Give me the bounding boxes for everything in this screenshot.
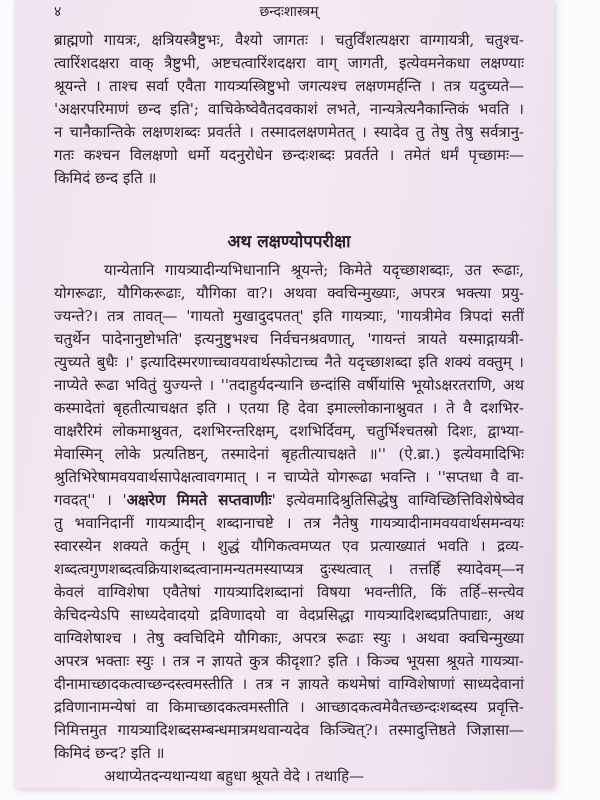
- page-number: ४: [54, 4, 62, 20]
- text-line: निमित्तमुत गायत्र्यादिशब्दसम्बन्धमात्रमथवान्यदेव किञ्चित्?। तस्मादुत्तिष्ठते जिज्ञासा—: [54, 721, 524, 739]
- text-line: केचिदन्येऽपि साध्यदेवादयो द्रविणादयो वा वेदप्रसिद्धा गायत्र्यादिशब्दप्रतिपाद्याः, अथ: [54, 606, 524, 624]
- running-title: छन्दःशास्त्रम्: [259, 4, 319, 20]
- text-line: किमिदं छन्द इति ॥: [54, 169, 157, 187]
- section-heading: अथ लक्षण्योपपरीक्षा: [227, 232, 351, 252]
- text-segment: ' इत्येवमादिश्रुतिसिद्धेषु वाग्विच्छित्तिविशेषेष्वेव: [271, 491, 525, 509]
- text-line: ब्राह्मणो गायत्रः, क्षत्रियस्त्रैष्टुभः, वैश्यो जागतः । चतुर्विंशत्यक्षरा वाग्गायत्री, चतुश्च-: [54, 31, 524, 49]
- text-line: चतुर्थेन पादेनानुष्टोभति' इत्यनुष्टुभश्च निर्वचनश्रवणात्, 'गायन्तं त्रायते यस्माद्गायत्री-: [54, 330, 524, 348]
- text-line: केवलं वाग्विशेषा एवैतेषां गायत्र्यादिशब्दानां विषया भवन्तीति, किं तर्हि–सन्त्येव: [54, 583, 524, 601]
- text-line: शब्दत्वगुणशब्दत्वक्रियाशब्दत्वानामन्यतमस्याप्यत्र दुःस्थत्वात् । तत्तर्हि स्यादेवम्—न: [54, 560, 524, 578]
- text-line: श्रुतिभिरेषामवयवार्थसापेक्षत्वावगमात् । न चाप्येते योगरूढा भवन्ति । ''सप्तधा वै वा-: [54, 468, 524, 486]
- text-line: कस्मादेतां बृहतीत्याचक्षत इति । एतया हि देवा इमाल्लोकानाश्नुवत । ते वै दशभिर-: [54, 399, 524, 417]
- text-line: न चानैकान्तिके लक्षणशब्दः प्रवर्तते । तस्मादलक्षणमेतत् । स्यादेव तु तेषु तेषु सर्वत्रानु-: [54, 123, 524, 141]
- text-line: वाग्विशेषाश्च । तेषु क्वचिदिमे यौगिकाः, अपरत्र रूढाः स्युः । अथवा क्वचिन्मुख्या: [54, 629, 524, 647]
- text-line: अपरत्र भक्ताः स्युः । तत्र न ज्ञायते कुत्र कीदृशा? इति । किञ्च भूयसा श्रूयते गायत्र्या-: [54, 652, 524, 670]
- text-line: त्युच्यते बुधैः ।' इत्यादिस्मरणाच्चावयवार्थस्फोटाच्च नैते यदृच्छाशब्दा इति शक्यं वक्तुम् ।: [54, 353, 524, 371]
- text-line: त्वारिंशदक्षरा वाक् त्रैष्टुभी, अष्टचत्वारिंशदक्षरा वाग् जागती, इत्येवमनेकधा लक्षण्याः: [54, 54, 524, 72]
- page-header: [54, 2, 524, 24]
- intro-paragraph: [54, 29, 524, 190]
- text-line: अथाप्येतदन्यथान्यथा बहुधा श्रूयते वेदे । तथाहि—: [104, 767, 365, 785]
- section-paragraph: [54, 259, 524, 788]
- text-segment: गवदत्'' । ': [54, 491, 127, 509]
- text-line: यान्येतानि गायत्र्यादीन्यभिधानानि श्रूयन्ते; किमेते यदृच्छाशब्दाः, उत रूढाः,: [104, 261, 524, 279]
- text-line: नाप्येते रूढा भवितुं युज्यन्ते । ''तदाहुर्यदन्यानि छन्दांसि वर्षीयांसि भूयोऽक्षरतराणि, अथ: [54, 376, 524, 394]
- text-line: योगरूढाः, यौगिकरूढाः, यौगिका वा?। अथवा क्वचिन्मुख्याः, अपरत्र भक्त्या प्रयु-: [54, 284, 524, 302]
- text-line: वाक्षरैरिमं लोकमाश्नुवत, दशभिरन्तरिक्षम्, दशभिर्दिवम्, चतुर्भिश्चतस्रो दिशः, द्वाभ्या-: [54, 422, 524, 440]
- text-line: ज्यन्ते?। तत्र तावत्— 'गायतो मुखादुदपतत्' इति गायत्र्याः, 'गायत्रीमेव त्रिपदां सतीं: [54, 307, 524, 325]
- text-line: 'अक्षरपरिमाणं छन्द इति'; वाचिकेष्वेवैतदवकाशं लभते, नान्यत्रेत्यनैकान्तिकं भवति ।: [54, 100, 524, 118]
- text-line: श्रूयन्ते । ताश्च सर्वा एवैता गायत्र्यस्त्रिष्टुभो जगत्यश्च लक्षणमर्हन्ति । तत्र यदुच्यते—: [54, 77, 524, 95]
- text-line: स्वारस्येन शक्यते कर्तुम् । शुद्धं यौगिकत्वमप्यत एव प्रत्याख्यातं भवति । द्रव्य-: [54, 537, 524, 555]
- bold-quote: अक्षरेण मिमते सप्तवाणीः: [126, 491, 272, 509]
- text-line: दीनामाच्छादकत्वाच्छन्दस्त्वमस्तीति । तत्र न ज्ञायते कथमेषां वाग्विशेषाणां साध्यदेवानां: [54, 675, 524, 693]
- text-line: मेवास्मिन् लोके प्रत्यतिष्ठन्, तस्मादेनां बृहतीत्याचक्षते ॥'' (ऐ.ब्रा.) इत्येवमादिभिः: [54, 445, 524, 463]
- text-line: किमिदं छन्द? इति ॥: [54, 744, 165, 762]
- text-line: द्रविणानामन्येषां वा किमाच्छादकत्वमस्तीति । आच्छादकत्वमेवैतच्छन्दःशब्दस्य प्रवृत्ति-: [54, 698, 524, 716]
- text-line-with-quote: [54, 489, 524, 512]
- text-line: तु भवानिदानीं गायत्र्यादीन् शब्दानाचष्टे । तत्र नैतेषु गायत्र्यादीनामवयवार्थसमन्वयः: [54, 514, 524, 532]
- text-line: गतः कश्चन विलक्षणो धर्मो यदनुरोधेन छन्दःशब्दः प्रवर्तते । तमेतं धर्मं पृच्छामः—: [54, 146, 524, 164]
